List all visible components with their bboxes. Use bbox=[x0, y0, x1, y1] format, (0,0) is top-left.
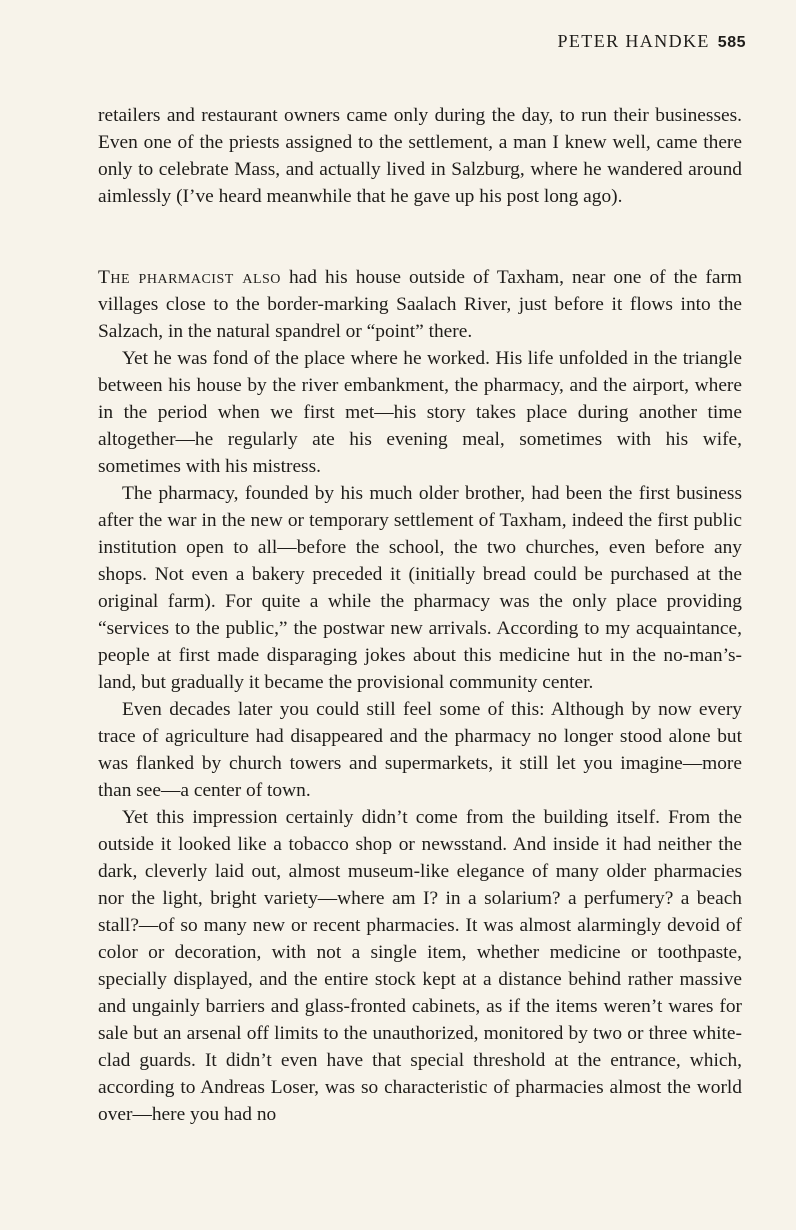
paragraph-5: Even decades later you could still feel some of this: Although by now every trace of agriculture had disappeared and the pharmacy no longer stood alone but was flanked by church towers and supermarkets, it still let you imagine—more than see—a center of town. bbox=[98, 699, 742, 801]
paragraph-6: Yet this impression certainly didn’t come from the building itself. From the outside it looked like a tobacco shop or newsstand. And inside it had neither the dark, cleverly laid out, almost museum-like elegance of many older pharmacies nor the light, bright variety—where am I? in a solarium? a perfumery? a beach stall?—of so many new or recent pharmacies. It was almost alarmingly devoid of color or decoration, with not a single item, whether medicine or toothpaste, specially displayed, and the entire stock kept at a distance behind rather massive and ungainly barriers and glass-fronted cabinets, as if the items weren’t wares for sale but an arsenal off limits to the unauthorized, monitored by two or three white-clad guards. It didn’t even have that special threshold at the entrance, which, according to Andreas Loser, was so characteristic of pharmacies almost the world over—here you had no bbox=[98, 807, 742, 1125]
paragraph-1: retailers and restaurant owners came only during the day, to run their businesses. Even one of the priests assigned to the settlement, a man I knew well, came there only to celebrate Mass, and actually lived in Salzburg, where he wandered around aimlessly (I’ve heard meanwhile that he gave up his post long ago). bbox=[98, 105, 742, 207]
section-lead-in: The pharmacist also bbox=[98, 267, 281, 288]
paragraph-4: The pharmacy, founded by his much older brother, had been the first business after the war in the new or temporary settlement of Taxham, indeed the first public institution open to all—before the school, the two churches, even before any shops. Not even a bakery preceded it (initially bread could be purchased at the original farm). For quite a while the pharmacy was the only place providing “services to the public,” the postwar new arrivals. According to my acquaintance, people at first made disparaging jokes about this medicine hut in the no-man’s-land, but gradually it became the provisional community center. bbox=[98, 483, 742, 693]
running-head bbox=[558, 31, 747, 52]
body-text bbox=[98, 102, 742, 1128]
paragraph-2-text: had his house outside of Taxham, near one of the farm villages close to the border-marking Saalach River, just before it flows into the Salzach, in the natural spandrel or “point” there. bbox=[98, 267, 742, 342]
paragraph-3: Yet he was fond of the place where he worked. His life unfolded in the triangle between his house by the river embankment, the pharmacy, and the airport, where in the period when we first met—his story takes place during another time altogether—he regularly ate his evening meal, sometimes with his wife, sometimes with his mistress. bbox=[98, 348, 742, 477]
page-number: 585 bbox=[717, 34, 746, 51]
running-head-author: PETER HANDKE bbox=[557, 31, 710, 51]
paragraph-2-section-start bbox=[98, 264, 742, 345]
